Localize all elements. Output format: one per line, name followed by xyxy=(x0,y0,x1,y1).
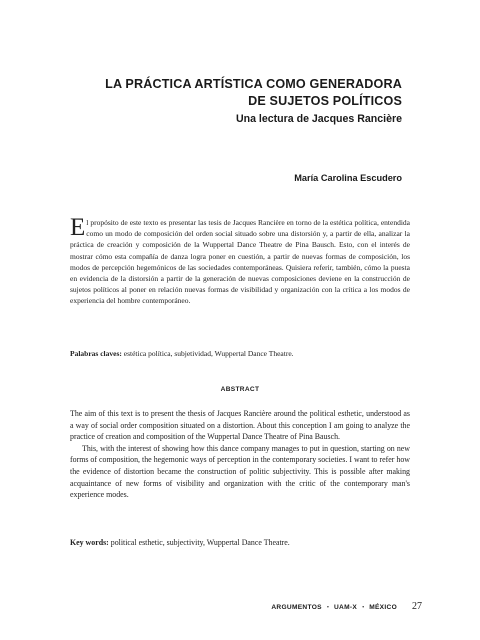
abstract-paragraph-1: The aim of this text is to present the thesis of Jacques Rancière around the political esthetic, understood as a way of social order composition situated on a distortion. About this conception I am going to analyze the practice of creation and composition of the Wuppertal Dance Theatre of Pina Bausch. xyxy=(70,409,410,442)
abstract-paragraph-2: This, with the interest of showing how this dance company manages to put in question, starting on new forms of composition, the hegemonic ways of perception in the contemporary societies. I want to refer how the evidence of distortion became the construction of politic subjectivity. This is possible after making acquaintance of new forms of visibility and organization with the critic of the contemporary man's experience modes. xyxy=(70,443,410,500)
abstract-heading: ABSTRACT xyxy=(220,386,260,393)
footer-separator: • xyxy=(326,605,329,611)
article-subtitle: Una lectura de Jacques Rancière xyxy=(235,113,402,125)
palabras-claves-values: estética política, subjetividad, Wuppertal Dance Theatre. xyxy=(121,349,294,358)
article-title-line-2: DE SUJETOS POLÍTICOS xyxy=(248,94,402,108)
page-footer xyxy=(271,601,422,612)
key-words-values: political esthetic, subjectivity, Wuppertal Dance Theatre. xyxy=(108,538,290,547)
footer-separator: • xyxy=(362,605,365,611)
palabras-claves-label: Palabras claves: xyxy=(70,349,122,358)
abstract-body xyxy=(70,408,410,501)
footer-country: MÉXICO xyxy=(369,604,397,611)
article-title-line-1: LA PRÁCTICA ARTÍSTICA COMO GENERADORA xyxy=(105,77,402,91)
footer-journal: ARGUMENTOS xyxy=(271,604,322,611)
footer-institution: UAM-X xyxy=(333,604,358,611)
resumen-paragraph xyxy=(70,214,410,307)
resumen-text: l propósito de este texto es presentar las tesis de Jacques Rancière en torno de la estética política, entendida como un modo de composición del orden social situado sobre una distorsión y, a partir de ella, analizar la práctica de creación y composición de la Wuppertal Dance Theatre de Pina Bausch. Esto, con el interés de mostrar cómo esta compañía de danza logra poner en cuestión, a partir de nuevas formas de composición, los modos de percepción hegemónicos de las sociedades contemporáneas. Quisiera referir, también, cómo la puesta en evidencia de la distorsión a partir de la generación de nuevas composiciones deviene en la construcción de sujetos políticos al poner en relación nuevas formas de visibilidad y organización con la crítica a los modos de experiencia del hombre contemporáneo. xyxy=(70,218,410,306)
page-number: 27 xyxy=(412,601,422,612)
key-words-label: Key words: xyxy=(70,538,109,547)
drop-cap: E xyxy=(70,214,86,241)
palabras-claves xyxy=(70,348,410,359)
author-name: María Carolina Escudero xyxy=(294,173,402,183)
article-header xyxy=(105,76,402,126)
key-words xyxy=(70,537,410,549)
